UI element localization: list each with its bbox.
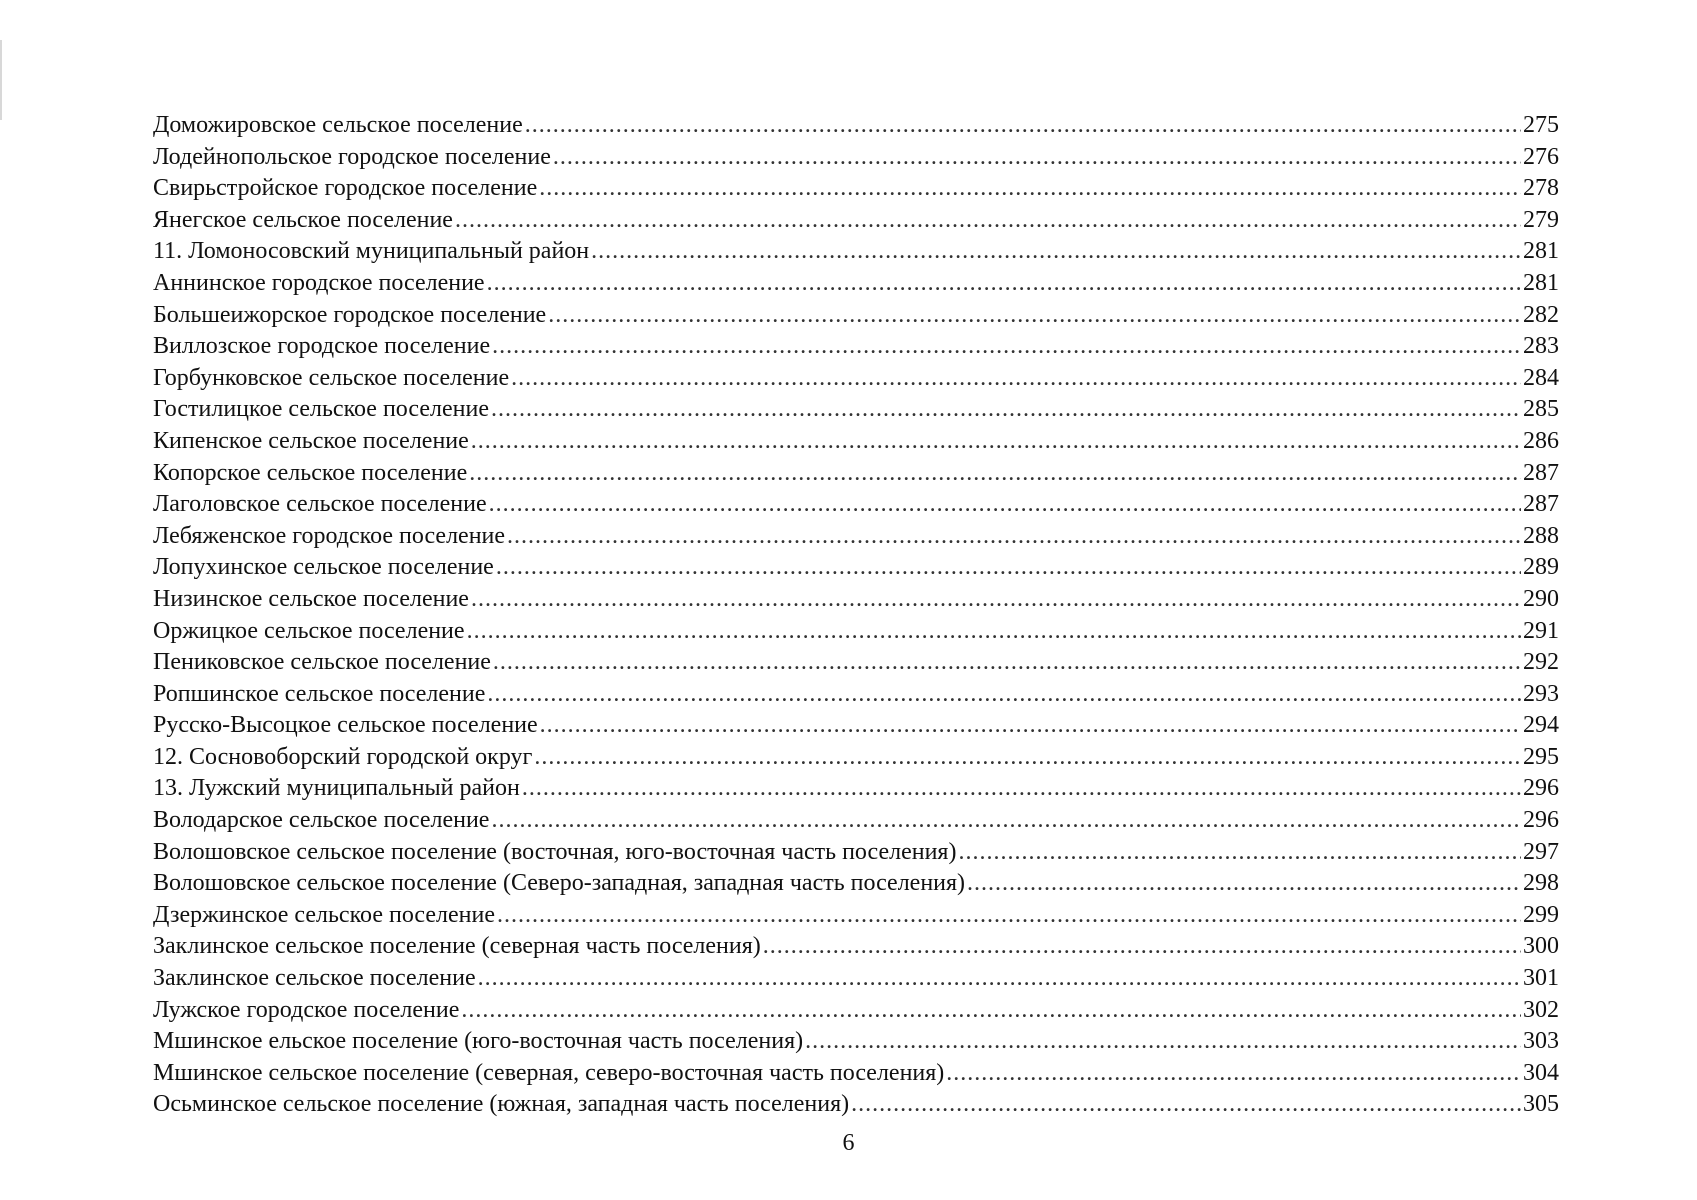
toc-entry[interactable] — [153, 995, 1559, 1027]
toc-dot-leader — [471, 426, 1521, 458]
toc-dot-leader — [591, 236, 1521, 268]
toc-entry-title: Волошовское сельское поселение (Северо-западная, западная часть поселения) — [153, 870, 966, 897]
toc-dot-leader — [491, 805, 1521, 837]
toc-entry-page: 281 — [1523, 269, 1559, 296]
toc-entry-page: 297 — [1523, 838, 1559, 865]
toc-entry-page: 293 — [1523, 680, 1559, 707]
toc-entry[interactable] — [153, 205, 1559, 237]
toc-entry-page: 287 — [1523, 491, 1559, 518]
toc-entry[interactable] — [153, 394, 1559, 426]
toc-entry-page: 281 — [1523, 238, 1559, 265]
toc-entry[interactable] — [153, 805, 1559, 837]
toc-entry[interactable] — [153, 647, 1559, 679]
toc-entry-title: Володарское сельское поселение — [153, 807, 490, 834]
toc-entry-page: 303 — [1523, 1028, 1559, 1055]
toc-entry-page: 279 — [1523, 206, 1559, 233]
toc-dot-leader — [851, 1089, 1521, 1121]
toc-entry-page: 287 — [1523, 459, 1559, 486]
toc-entry[interactable] — [153, 616, 1559, 648]
toc-dot-leader — [497, 900, 1521, 932]
toc-entry-title: 12. Сосновоборский городской округ — [153, 743, 533, 770]
toc-entry[interactable] — [153, 521, 1559, 553]
toc-dot-leader — [461, 995, 1521, 1027]
table-of-contents — [153, 110, 1559, 1121]
toc-entry[interactable] — [153, 300, 1559, 332]
toc-entry-title: Осьминское сельское поселение (южная, западная часть поселения) — [153, 1091, 850, 1118]
toc-entry[interactable] — [153, 173, 1559, 205]
toc-entry-title: Кипенское сельское поселение — [153, 427, 469, 454]
toc-entry-title: Дзержинское сельское поселение — [153, 901, 495, 928]
toc-entry[interactable] — [153, 868, 1559, 900]
toc-entry-page: 300 — [1523, 933, 1559, 960]
toc-dot-leader — [522, 773, 1521, 805]
toc-entry-page: 296 — [1523, 807, 1559, 834]
toc-dot-leader — [478, 963, 1521, 995]
toc-entry-title: Копорское сельское поселение — [153, 459, 468, 486]
toc-entry-title: Заклинское сельское поселение — [153, 965, 476, 992]
toc-entry[interactable] — [153, 773, 1559, 805]
toc-dot-leader — [487, 679, 1521, 711]
toc-entry-page: 291 — [1523, 617, 1559, 644]
toc-entry-page: 275 — [1523, 112, 1559, 138]
toc-entry-title: Доможировское сельское поселение — [153, 112, 523, 138]
toc-entry-page: 282 — [1523, 301, 1559, 328]
toc-entry-title: Горбунковское сельское поселение — [153, 364, 510, 391]
toc-entry-page: 290 — [1523, 585, 1559, 612]
toc-entry-page: 294 — [1523, 712, 1559, 739]
toc-entry[interactable] — [153, 710, 1559, 742]
toc-dot-leader — [967, 868, 1521, 900]
toc-entry-title: 11. Ломоносовский муниципальный район — [153, 238, 590, 265]
toc-dot-leader — [511, 363, 1521, 395]
toc-entry-title: Заклинское сельское поселение (северная часть поселения) — [153, 933, 761, 960]
toc-dot-leader — [534, 742, 1521, 774]
toc-entry-page: 288 — [1523, 522, 1559, 549]
page-number: 6 — [842, 1130, 855, 1156]
toc-entry-title: Большеижорское городское поселение — [153, 301, 547, 328]
toc-entry-page: 302 — [1523, 996, 1559, 1023]
toc-dot-leader — [763, 931, 1521, 963]
toc-entry-title: Гостилицкое сельское поселение — [153, 396, 489, 423]
toc-dot-leader — [553, 142, 1521, 174]
toc-entry[interactable] — [153, 110, 1559, 142]
toc-entry-title: Лебяженское городское поселение — [153, 522, 506, 549]
toc-entry-page: 289 — [1523, 554, 1559, 581]
toc-entry[interactable] — [153, 426, 1559, 458]
toc-entry-page: 284 — [1523, 364, 1559, 391]
toc-entry-page: 292 — [1523, 649, 1559, 676]
toc-entry[interactable] — [153, 142, 1559, 174]
toc-entry[interactable] — [153, 742, 1559, 774]
toc-entry-title: Янегское сельское поселение — [153, 206, 453, 233]
toc-entry-page: 305 — [1523, 1091, 1559, 1118]
toc-entry-title: Низинское сельское поселение — [153, 585, 469, 612]
toc-dot-leader — [491, 394, 1521, 426]
toc-entry-page: 301 — [1523, 965, 1559, 992]
toc-entry[interactable] — [153, 458, 1559, 490]
toc-entry[interactable] — [153, 489, 1559, 521]
toc-entry-title: Пениковское сельское поселение — [153, 649, 491, 676]
toc-entry-title: Мшинское сельское поселение (северная, северо-восточная часть поселения) — [153, 1059, 945, 1086]
toc-entry-page: 295 — [1523, 743, 1559, 770]
toc-entry[interactable] — [153, 679, 1559, 711]
toc-entry[interactable] — [153, 963, 1559, 995]
toc-dot-leader — [487, 268, 1521, 300]
scan-edge-mark — [0, 40, 2, 120]
toc-entry[interactable] — [153, 584, 1559, 616]
toc-entry[interactable] — [153, 837, 1559, 869]
toc-entry-page: 278 — [1523, 175, 1559, 202]
toc-dot-leader — [548, 300, 1521, 332]
toc-dot-leader — [525, 110, 1521, 142]
toc-dot-leader — [469, 458, 1521, 490]
toc-dot-leader — [492, 331, 1521, 363]
toc-dot-leader — [946, 1058, 1521, 1090]
toc-entry-title: Лопухинское сельское поселение — [153, 554, 494, 581]
toc-entry[interactable] — [153, 363, 1559, 395]
toc-entry[interactable] — [153, 268, 1559, 300]
toc-entry-title: 13. Лужский муниципальный район — [153, 775, 520, 802]
toc-dot-leader — [455, 205, 1521, 237]
toc-dot-leader — [958, 837, 1521, 869]
toc-entry-page: 296 — [1523, 775, 1559, 802]
toc-entry-title: Лодейнопольское городское поселение — [153, 143, 551, 170]
toc-dot-leader — [493, 647, 1521, 679]
toc-entry[interactable] — [153, 1026, 1559, 1058]
toc-entry-title: Лужское городское поселение — [153, 996, 460, 1023]
toc-dot-leader — [496, 552, 1521, 584]
toc-dot-leader — [467, 616, 1521, 648]
toc-dot-leader — [539, 173, 1521, 205]
toc-entry-title: Волошовское сельское поселение (восточная, юго-восточная часть поселения) — [153, 838, 957, 865]
toc-entry-page: 299 — [1523, 901, 1559, 928]
toc-entry-title: Ропшинское сельское поселение — [153, 680, 486, 707]
toc-entry[interactable] — [153, 931, 1559, 963]
toc-entry-page: 286 — [1523, 427, 1559, 454]
toc-entry-title: Аннинское городское поселение — [153, 269, 485, 296]
toc-entry-title: Оржицкое сельское поселение — [153, 617, 465, 644]
toc-entry[interactable] — [153, 900, 1559, 932]
toc-entry[interactable] — [153, 331, 1559, 363]
toc-entry-title: Виллозское городское поселение — [153, 333, 491, 360]
toc-entry[interactable] — [153, 1058, 1559, 1090]
toc-entry-page: 285 — [1523, 396, 1559, 423]
toc-entry-page: 276 — [1523, 143, 1559, 170]
toc-entry[interactable] — [153, 236, 1559, 268]
toc-entry-title: Мшинское ельское поселение (юго-восточная часть поселения) — [153, 1028, 804, 1055]
toc-entry-title: Лаголовское сельское поселение — [153, 491, 487, 518]
toc-dot-leader — [471, 584, 1521, 616]
toc-dot-leader — [805, 1026, 1521, 1058]
toc-dot-leader — [489, 489, 1521, 521]
toc-dot-leader — [540, 710, 1521, 742]
toc-entry[interactable] — [153, 1089, 1559, 1121]
toc-entry-page: 304 — [1523, 1059, 1559, 1086]
toc-dot-leader — [507, 521, 1521, 553]
toc-entry[interactable] — [153, 552, 1559, 584]
toc-entry-title: Русско-Высоцкое сельское поселение — [153, 712, 538, 739]
toc-entry-page: 298 — [1523, 870, 1559, 897]
toc-entry-title: Свирьстройское городское поселение — [153, 175, 538, 202]
toc-entry-page: 283 — [1523, 333, 1559, 360]
